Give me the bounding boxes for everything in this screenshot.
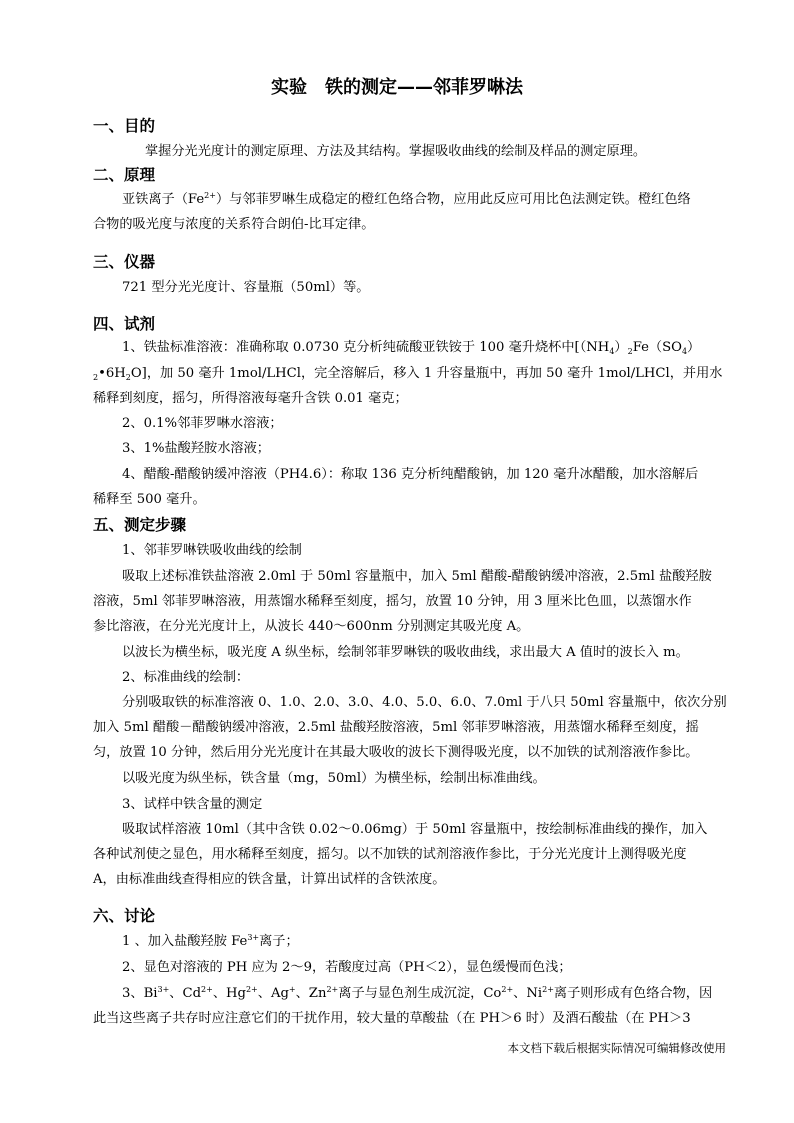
discussion-line: 此当这些离子共存时应注意它们的干扰作用，较大量的草酸盐（在 PH＞6 时）及酒石酸盐（在 PH＞3 [93,1011,691,1026]
footer-note: 本文档下载后根据实际情况可编辑修改使用 [507,1041,726,1055]
superscript: 2+ [245,985,258,994]
superscript: 2+ [204,191,216,200]
text-run: 、Hg [212,986,246,1001]
reagent-line: 2、0.1%邻菲罗啉水溶液； [122,416,283,431]
reagent-line [93,364,723,384]
text-run: 离子； [259,934,299,949]
discussion-line [122,984,712,1004]
text-run: 3、Bi [122,986,158,1001]
superscript: 2+ [326,985,339,994]
procedure-line: 2、标准曲线的绘制： [122,670,250,685]
superscript: 3+ [247,933,260,942]
reagent-line: 4、醋酸-醋酸钠缓冲溶液（PH4.6）：称取 136 克分析纯醋酸钠，加 120 毫升冰醋酸，加水溶解后 [122,467,699,482]
text-run: 亚铁离子（Fe [122,192,205,207]
subscript: 2 [93,373,99,382]
text-run: ） [614,340,628,355]
text-run: 离子则形成有色络合物，因 [553,986,713,1001]
procedure-line: 溶液，5ml 邻菲罗啉溶液，用蒸馏水稀释至刻度，摇匀，放置 10 分钟，用 3 厘米比色皿，以蒸馏水作 [93,594,692,609]
procedure-line: 1、邻菲罗啉铁吸收曲线的绘制 [122,543,302,558]
procedure-line: A，由标准曲线查得相应的铁含量，计算出试样的含铁浓度。 [93,872,446,887]
procedure-line: 以波长为横坐标，吸光度 A 纵坐标，绘制邻菲罗啉铁的吸收曲线，求出最大 A 值时的波长入 m。 [122,645,689,660]
discussion-line [122,932,299,952]
paragraph-principle-line: 合物的吸光度与浓度的关系符合朗伯-比耳定律。 [93,217,375,232]
procedure-line: 参比溶液，在分光光度计上，从波长 440～600nm 分别测定其吸光度 A。 [93,619,530,634]
superscript: + [288,985,296,994]
paragraph-instruments: 721 型分光光度计、容量瓶（50ml）等。 [122,280,370,295]
page-title: 实验 铁的测定——邻菲罗啉法 [271,77,523,98]
text-run: O]，加 50 毫升 1mol/LHCl，完全溶解后，移入 1 升容量瓶中，再加 50 毫升 1mol/LHCl，并用水 [130,366,723,381]
subscript: 2 [627,347,633,356]
subscript: 4 [681,347,688,356]
text-run: 离子与显色剂生成沉淀，Co [338,986,502,1001]
paragraph-purpose: 掌握分光光度计的测定原理、方法及其结构。掌握吸收曲线的绘制及样品的测定原理。 [145,144,647,159]
section-heading-principle [93,165,155,185]
section-heading-reagents: 四、试剂 [93,315,156,333]
procedure-line: 3、试样中铁含量的测定 [122,797,263,812]
subscript: 2 [125,373,131,382]
text-run: 、Ni [513,986,543,1001]
superscript: 2+ [501,985,514,994]
procedure-line: 吸取试样溶液 10ml（其中含铁 0.02～0.06mg）于 50ml 容量瓶中，按绘制标准曲线的操作，加入 [122,822,708,837]
text-run: ）与邻菲罗啉生成稳定的橙红色络合物，应用此反应可用比色法测定铁。橙红色络 [215,192,691,207]
text-run: 、Zn [295,986,327,1001]
text-run: •6H [98,366,126,381]
procedure-line: 匀，放置 10 分钟，然后用分光光度计在其最大吸收的波长下测得吸光度，以不加铁的试剂溶液作参比。 [93,745,699,760]
reagent-line: 稀释到刻度，摇匀，所得溶液每毫升含铁 0.01 毫克； [93,391,408,406]
procedure-line: 分别吸取铁的标准溶液 0、1.0、2.0、3.0、4.0、5.0、6.0、7.0ml 于八只 50ml 容量瓶中，依次分别 [122,695,727,710]
reagent-line: 3、1%盐酸羟胺水溶液； [122,441,270,456]
superscript: 3+ [157,985,170,994]
reagent-line: 稀释至 500 毫升。 [93,492,206,507]
heading-text: 二、原理 [93,166,156,184]
section-heading-instruments: 三、仪器 [93,253,156,271]
text-run: 、Ag [257,986,289,1001]
section-heading-procedure: 五、测定步骤 [93,516,187,534]
discussion-line: 2、显色对溶液的 PH 应为 2～9，若酸度过高（PH＜2），显色缓慢而色浅； [122,960,572,975]
procedure-line: 加入 5ml 醋酸－醋酸钠缓冲溶液，2.5ml 盐酸羟胺溶液，5ml 邻菲罗啉溶液，用蒸馏水稀释至刻度，摇 [93,720,699,735]
paragraph-principle-line [122,190,691,210]
procedure-line: 以吸光度为纵坐标，铁含量（mg，50ml）为横坐标，绘制出标准曲线。 [122,771,546,786]
text-run: 1 、加入盐酸羟胺 Fe [122,934,248,949]
text-run: 、Cd [169,986,202,1001]
subscript: 4 [609,347,615,356]
section-heading-purpose: 一、目的 [93,117,156,135]
section-heading-discussion: 六、讨论 [93,907,156,925]
text-run: ） [687,340,701,355]
text-run: 1、铁盐标准溶液：准确称取 0.0730 克分析纯硫酸亚铁铵于 100 毫升烧杯中[（NH [122,340,610,355]
superscript: 2+ [542,985,554,994]
reagent-line [122,338,700,358]
superscript: 2+ [201,985,213,994]
text-run: Fe（SO [632,340,682,355]
procedure-line: 各种试剂使之显色，用水稀释至刻度，摇匀。以不加铁的试剂溶液作参比，于分光光度计上测得吸光度 [93,847,687,862]
procedure-line: 吸取上述标准铁盐溶液 2.0ml 于 50ml 容量瓶中，加入 5ml 醋酸-醋酸钠缓冲溶液，2.5ml 盐酸羟胺 [122,569,712,584]
